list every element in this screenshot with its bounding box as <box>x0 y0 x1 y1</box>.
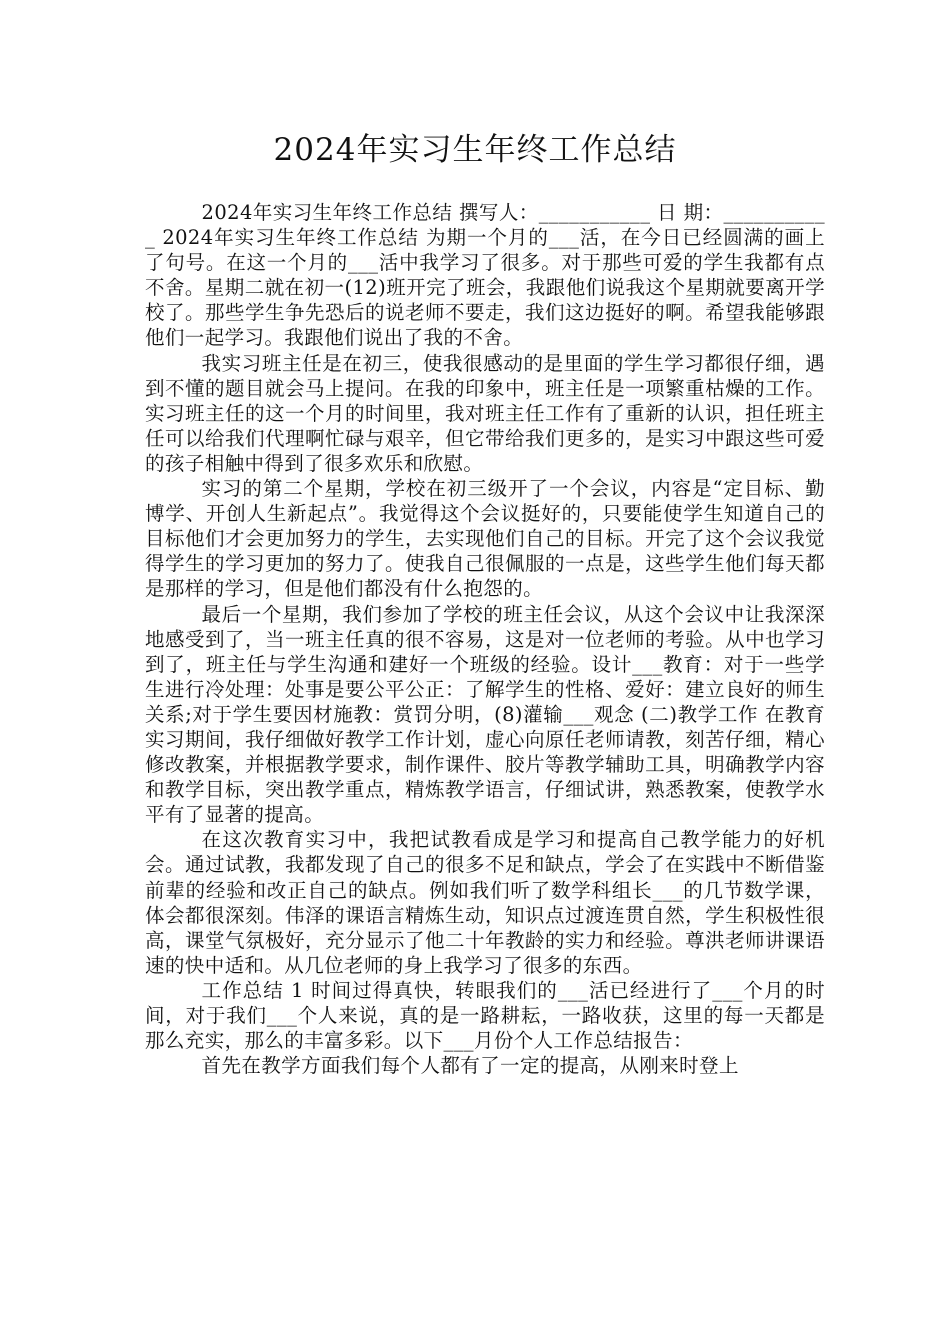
paragraph-class-teacher: 我实习班主任是在初三，使我很感动的是里面的学生学习都很仔细，遇到不懂的题目就会马上提问。在我的印象中，班主任是一项繁重枯燥的工作。实习班主任的这一个月的时间里，我对班主任工作有了重新的认识，担任班主任可以给我们代理啊忙碌与艰辛，但它带给我们更多的，是实习中跟这些可爱的孩子相触中得到了很多欢乐和欣慰。 <box>145 351 825 475</box>
document-body <box>145 200 825 1078</box>
paragraph-trial-teaching: 在这次教育实习中，我把试教看成是学习和提高自己教学能力的好机会。通过试教，我都发现了自己的很多不足和缺点，学会了在实践中不断借鉴前辈的经验和改正自己的缺点。例如我们听了数学科组长___的几节数学课，体会都很深刻。伟泽的课语言精炼生动，知识点过渡连贯自然，学生积极性很高，课堂气氛极好，充分显示了他二十年教龄的实力和经验。尊洪老师讲课语速的快中适和。从几位老师的身上我学习了很多的东西。 <box>145 828 825 977</box>
paragraph-work-summary: 工作总结 1 时间过得真快，转眼我们的___活已经进行了___个月的时间，对于我们___个人来说，真的是一路耕耘，一路收获，这里的每一天都是那么充实，那么的丰富多彩。以下___月份个人工作总结报告： <box>145 978 825 1053</box>
paragraph-last-week: 最后一个星期，我们参加了学校的班主任会议，从这个会议中让我深深地感受到了，当一班主任真的很不容易，这是对一位老师的考验。从中也学习到了，班主任与学生沟通和建好一个班级的经验。设计___教育：对于一些学生进行冷处理：处事是要公平公正：了解学生的性格、爱好：建立良好的师生关系;对于学生要因材施教：赏罚分明，(8)灌输___观念 (二)教学工作 在教育实习期间，我仔细做好教学工作计划，虚心向原任老师请教，刻苦仔细，精心修改教案，并根据教学要求，制作课件、胶片等教学辅助工具，明确教学内容和教学目标，突出教学重点，精炼教学语言，仔细试讲，熟悉教案，使教学水平有了显著的提高。 <box>145 602 825 827</box>
document-title: 2024年实习生年终工作总结 <box>273 132 677 168</box>
paragraph-second-week: 实习的第二个星期，学校在初三级开了一个会议，内容是“定目标、勤博学、开创人生新起点”。我觉得这个会议挺好的，只要能使学生知道自己的目标他们才会更加努力的学生，去实现他们自己的目标。开完了这个会议我觉得学生的学习更加的努力了。使我自己很佩服的一点是，这些学生他们每天都是那样的学习，但是他们都没有什么抱怨的。 <box>145 477 825 601</box>
paragraph-intro: 2024年实习生年终工作总结 撰写人：___________ 日 期：___________ 2024年实习生年终工作总结 为期一个月的___活，在今日已经圆满的画上了句号。在这一个月的___活中我学习了很多。对于那些可爱的学生我都有点不舍。星期二就在初一(12)班开完了班会，我跟他们说我这个星期就要离开学校了。那些学生争先恐后的说老师不要走，我们这边挺好的啊。希望我能够跟他们一起学习。我跟他们说出了我的不舍。 <box>145 201 825 350</box>
paragraph-teaching-improvement: 首先在教学方面我们每个人都有了一定的提高，从刚来时登上 <box>201 1054 739 1078</box>
